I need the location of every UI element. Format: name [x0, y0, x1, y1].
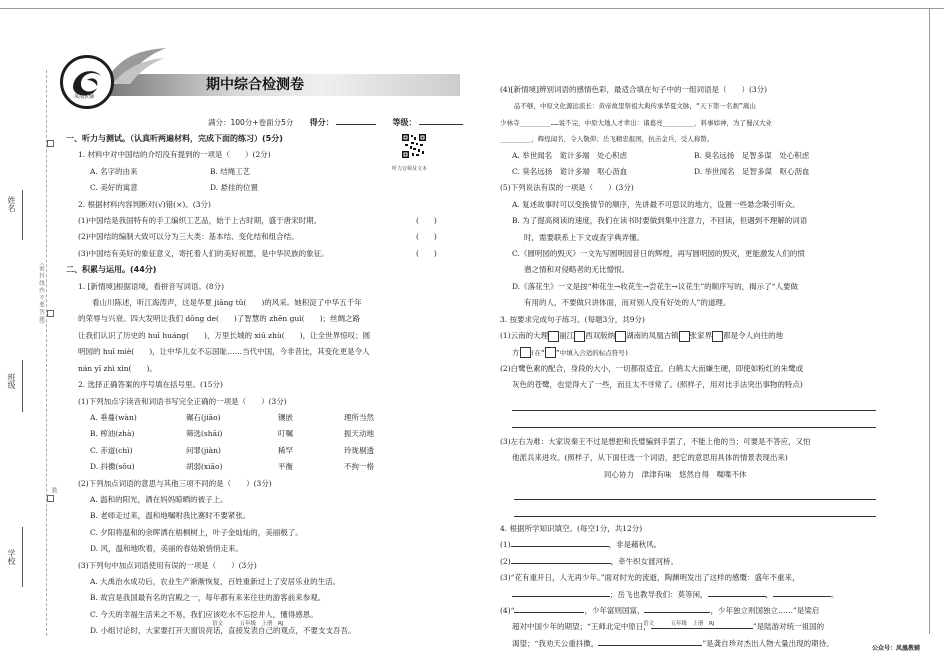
options-row — [66, 180, 476, 196]
school-label: 学校 — [7, 549, 16, 565]
word-choices: 同心协力 津津有味 悠然自得 喋喋不休 — [604, 469, 747, 479]
option-row[interactable] — [66, 443, 476, 459]
score-field[interactable] — [336, 116, 376, 125]
option-b[interactable]: B. 臭名远扬 足智多谋 处心积虑 — [694, 150, 810, 160]
option-c[interactable]: C. 今天的幸福生活来之不易，我们应该吃水不忘挖井人，懂得感恩。 — [90, 609, 318, 619]
brand-name: 凤凰教辅 — [73, 94, 94, 100]
option-a[interactable]: A. 举世闻名 诡计多端 处心积虑 — [512, 150, 628, 160]
poem-text: (4)“ — [500, 605, 515, 615]
answer-paren[interactable]: ( ) — [416, 248, 437, 258]
answer-paren[interactable]: ( ) — [416, 216, 437, 226]
place-text: 丽江 — [559, 331, 575, 341]
option-cell: 平衡 — [278, 462, 293, 472]
section-heading: 一、听力与测试。（认真听两遍材料，完成下面的练习）(5分) — [66, 134, 283, 143]
sub-question: (1)下列加点字读音和词语书写完全正确的一项是（ ）(3分) — [78, 396, 287, 406]
judge-text: (2)中国结的编制大致可以分为三大类：基本结、变化结和组合结。 — [78, 232, 299, 242]
question-6: 4. 根据所学知识填空。(每空1分，共12分) — [500, 523, 643, 533]
option-row[interactable] — [66, 426, 476, 442]
answer-line[interactable] — [512, 394, 876, 411]
poem-text: ，非是藉秋风。 — [608, 540, 662, 550]
note-text: ”中填入合适的标点符号) — [555, 348, 629, 357]
question-2: 2. 根据材料内容判断对(√)错(×)。(3分) — [78, 199, 211, 209]
judge-item — [66, 229, 476, 245]
wechat-account: 公众号：凤凰教辅 — [871, 645, 920, 652]
score-rule: 满分：100分+卷面分5分 — [208, 118, 294, 127]
poem-text: ，牵牛织女渡河桥。 — [610, 556, 679, 566]
binding-box — [47, 310, 54, 317]
fill-blank[interactable] — [512, 588, 610, 597]
name-label: 姓名 — [7, 196, 16, 212]
passage-line: (3)左右为难：大家说秦王不过是想把和氏璧骗到手罢了，不能上他的当；可要是不答应，又怕 — [500, 436, 811, 446]
punct-box-sample — [545, 347, 556, 358]
judge-text: (1)中国结是我国特有的手工编织工艺品，始于上古时期，盛于唐宋时期。 — [78, 216, 322, 226]
option-cell: 玲珑剔透 — [344, 445, 374, 455]
option-cell: 稀罕 — [278, 445, 293, 455]
punctuation-row — [500, 328, 876, 344]
punct-box[interactable] — [574, 331, 585, 342]
binding-box — [47, 495, 54, 502]
place-text: (1)云南的大理 — [500, 331, 549, 341]
option-a[interactable]: A. 复述故事时可以变换情节的顺序，先讲最不可思议的地方，设置一些悬念吸引听众。 — [512, 199, 800, 209]
passage-line: ________，辉煌闻名，令人敬仰；岳飞精忠报国，抗击金兵，受人称赞。 — [500, 135, 714, 144]
option-d[interactable]: D. 风，温和地吹着，美丽的春姑娘悄悄走来。 — [90, 544, 244, 554]
name-line — [22, 190, 23, 240]
passage-line: 他派兵来进攻。(照样子，从下面任选一个词语，把它的意思用具体的情景表现出来) — [512, 453, 788, 463]
option-cell: 筛选(shāi) — [186, 429, 223, 439]
judge-item — [66, 213, 476, 229]
passage-line: 看山川陈述，听江海涛声，这是华夏 jiāng tǔ( )的风采。她积淀了中华五千年 — [92, 298, 362, 308]
passage-line: 让我们认识了历史的 huī huáng( )，万里长城的 xiū zhù( )，让全世界惊叹；圆 — [78, 330, 371, 340]
option-cell: 理所当然 — [344, 412, 374, 422]
option-b[interactable]: B. 故宫是我国最有名的宫殿之一，每年都有来来往往的游客前来参观。 — [90, 593, 326, 603]
left-footer: 语文 五年级 上册 RJ — [212, 621, 284, 627]
passage-line: 的荣辱与兴衰。四大发明让我们 dōng de( )了智慧的 zhēn guì( )；丝绸之路 — [78, 314, 361, 324]
place-text: 张家界 — [689, 331, 713, 341]
option-cell: C. 赤道(chì) — [90, 445, 133, 455]
poem-text: 渴望；“我劝天公重抖擞， — [512, 638, 599, 648]
poem-text: ，少年富则国富， — [584, 605, 645, 615]
option-cell: 问罪(jiàn) — [186, 445, 221, 455]
option-cell: 碾石(jiāo) — [186, 412, 221, 422]
poem-text: ，少年独立则国独立……”是梁启 — [710, 605, 820, 615]
qr-caption: 听力音频及文本 — [392, 166, 428, 172]
fill-blank[interactable] — [511, 555, 611, 564]
fill-blank[interactable] — [644, 604, 710, 613]
option-b[interactable]: B. 结绳工艺 — [210, 166, 251, 176]
fill-row — [500, 636, 876, 652]
section-heading: 二、积累与运用。(44分) — [66, 265, 157, 275]
sub-question: (2)下列加点词语的意思与其他三项不同的是（ ）(3分) — [78, 478, 272, 488]
fill-row: (2) ，牵牛织女渡河桥。 — [500, 556, 679, 566]
option-d[interactable]: D.《落花生》一文是按“种花生→收花生→尝花生→议花生”的顺序写的，揭示了“人要做 — [512, 281, 798, 291]
option-cell: D. 抖擞(sǒu) — [90, 462, 135, 472]
option-cell: 叮嘱 — [278, 429, 293, 439]
page-title: 期中综合检测卷 — [206, 77, 304, 93]
punctuation-row-2 — [500, 345, 876, 361]
option-c[interactable]: C. 夕阳将温和的余晖洒在梧桐树上，叶子金灿灿的，美丽极了。 — [90, 527, 303, 537]
answer-paren[interactable]: ( ) — [416, 232, 437, 242]
option-c[interactable]: C.《圆明园的毁灭》一文先写圆明园昔日的辉煌，再写圆明园的毁灭，更能激发人们的愤 — [512, 249, 805, 259]
passage-line: 品不够，中原文化源远流长：黄帝故里祭祖大典传承华夏文脉，“天下第一名刹”嵩山 — [514, 102, 756, 111]
place-text: 方 — [512, 347, 520, 357]
punct-box[interactable] — [520, 347, 531, 358]
option-b[interactable]: B. 老师走过来，温和地嘱咐我比赛时不要紧张。 — [90, 511, 251, 521]
question-4: 2. 选择正确答案的序号填在括号里。(15分) — [78, 380, 223, 390]
passage-line: nán yǐ zhì xìn( )。 — [78, 363, 157, 373]
option-cell: A. 垂蔓(wàn) — [90, 412, 137, 422]
class-line — [22, 360, 23, 412]
options-row — [500, 148, 876, 164]
fill-blank[interactable] — [598, 637, 702, 646]
score-label: 得分： — [309, 118, 334, 127]
punct-box[interactable] — [679, 331, 690, 342]
option-row[interactable] — [66, 410, 476, 426]
place-text: 湖南的凤凰古镇 — [626, 331, 679, 341]
option-cell: 镶嵌 — [278, 412, 293, 422]
option-c[interactable]: C. 美好的寓意 — [90, 183, 138, 193]
class-label: 班级 — [7, 373, 16, 389]
fill-row — [500, 603, 876, 619]
phoenix-logo-icon — [60, 55, 114, 109]
passage-line: 少林寺________……说不完，中原大地人才辈出：诸葛亮________，料事如神，为了蜀汉大业 — [500, 118, 772, 127]
fill-blank[interactable] — [511, 538, 609, 547]
option-c[interactable]: C. 臭名远扬 诡计多端 呕心沥血 — [512, 167, 628, 177]
right-border — [929, 8, 930, 634]
right-footer: 语文 五年级 上册 RJ — [643, 621, 715, 627]
place-text: 西双版纳 — [585, 331, 616, 341]
poem-text: ”是陆游对统一祖国的 — [752, 622, 825, 632]
punct-box[interactable] — [548, 331, 559, 342]
question-1: 1. 材料中对中国结的介绍没有提到的一项是（ ）(2分) — [78, 150, 271, 160]
place-text: 都是令人向往的地 — [723, 331, 784, 341]
binding-line — [46, 70, 47, 636]
right-column — [500, 86, 876, 652]
option-a[interactable]: A. 温和的阳光，洒在妈妈晾晒的被子上。 — [90, 494, 228, 504]
option-cell: B. 榨油(zhà) — [90, 429, 135, 439]
left-column — [66, 131, 476, 640]
passage-line: 灰色的苍鹭，也觉得大了一些，而且太不寻常了。(照样子，用对比手法突出事物的特点) — [512, 380, 803, 390]
punct-box[interactable] — [712, 331, 723, 342]
option-d[interactable]: D. 举世闻名 足智多谋 呕心沥血 — [694, 167, 810, 177]
passage-line: 明园的 huǐ miè( )，让中华儿女不忘国耻……当代中国，今非昔比，其变化更是令人 — [78, 347, 370, 357]
sub-question: (5)下列说法有误的一项是（ ）(3分) — [500, 183, 634, 193]
answer-line[interactable] — [514, 483, 876, 500]
fill-row: ；岳飞也教导我们：莫等闲， ， 。 — [500, 587, 876, 603]
judge-item — [66, 246, 476, 262]
sub-question: (4)[新情境]辨别词语的感情色彩，最适合填在句子中的一组词语是（ ）(3分) — [500, 85, 768, 94]
binding-box — [47, 140, 54, 147]
answer-line[interactable] — [512, 411, 876, 428]
option-cell: 胡弱(xiāo) — [186, 462, 223, 472]
fill-blank[interactable] — [708, 588, 766, 597]
option-a[interactable]: A. 大禹治水成功后，农业生产渐渐恢复，百姓重新过上了安居乐业的生活。 — [90, 576, 341, 586]
option-cell: 不拘一格 — [344, 462, 374, 472]
options-row — [500, 164, 876, 180]
answer-line[interactable] — [514, 500, 876, 517]
passage-line: (2)白鹭色素的配合，身段的大小，一切都很适宜。白鹤太大而嫌生硬，即使如粉红的朱鹭或 — [500, 363, 804, 373]
question-3: 1. [新情境]根据语境，看拼音写词语。(8分) — [78, 281, 225, 291]
option-a[interactable]: A. 名字的由来 — [90, 166, 138, 176]
poem-text: ；岳飞也教导我们：莫等闲， — [610, 589, 708, 599]
punct-box[interactable] — [615, 331, 626, 342]
option-d[interactable]: D. 悬挂的位置 — [210, 183, 259, 193]
binding-note: （密 封 线 内 不 要 答 题） — [38, 260, 44, 328]
grade-field[interactable] — [419, 116, 463, 125]
note-text: (在“ — [530, 348, 545, 357]
fill-blank[interactable] — [514, 604, 584, 613]
option-b[interactable]: B. 为了提高阅读的速度，我们在读书时要做到集中注意力，不回读，但遇到不理解的词语 — [512, 216, 808, 226]
option-table — [66, 410, 476, 476]
binding-mark: 装 — [50, 487, 57, 493]
option-c-cont: 懑之情和对侵略者的无比憎恨。 — [524, 265, 629, 275]
school-line — [22, 527, 23, 587]
top-border — [0, 8, 944, 9]
question-5: 3. 按要求完成句子练习。(每题3分，共9分) — [500, 314, 645, 324]
poem-text: 超对中国少年的期望；“王师北定中原日， — [512, 622, 651, 632]
option-d[interactable]: D. 小组讨论时，大家要打开天窗说亮话，直接发表自己的观点，不要支支吾吾。 — [90, 626, 356, 636]
fill-row: (3)“花有重开日，人无再少年。”面对时光的流逝，陶渊明发出了这样的感慨：盛年不重来， — [500, 573, 800, 583]
option-cell: 振天动地 — [344, 429, 374, 439]
option-d-cont: 有用的人，不要做只讲体面，而对别人没有好处的人”的道理。 — [524, 298, 731, 308]
options-row — [66, 164, 476, 180]
sub-question: (3)下列句中加点词语使用有误的一项是（ ）(3分) — [78, 560, 257, 570]
poem-text: ”是龚自珍对杰出人物大量出现的期待。 — [702, 638, 834, 648]
fill-row: (1) ，非是藉秋风。 — [500, 540, 662, 550]
score-line — [208, 116, 463, 128]
option-row[interactable] — [66, 459, 476, 475]
fill-blank[interactable] — [773, 588, 831, 597]
option-b-cont: 时，需要联系上下文或查字典弄懂。 — [524, 232, 644, 242]
judge-text: (3)中国结有美好的象征意义，寄托着人们的美好祝愿，是中华民族的象征。 — [78, 248, 329, 258]
grade-label: 等级： — [392, 118, 417, 127]
